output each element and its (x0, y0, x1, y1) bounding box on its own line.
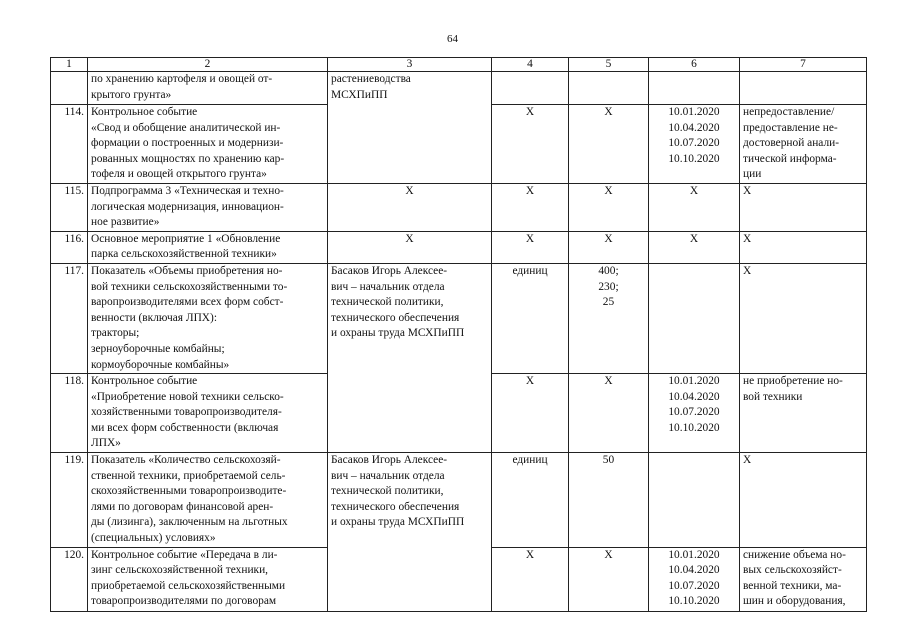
row-number: 116. (51, 231, 88, 263)
row-value: Х (569, 547, 649, 611)
table-row (51, 231, 867, 263)
table-row (51, 547, 867, 611)
row-description: Основное мероприятие 1 «Обновление парка сельскохозяйственной техники» (88, 231, 328, 263)
row-responsible: Басаков Игорь Алексее- вич – начальник отдела технической политики, технического обеспечения и охраны труда МСХПиПП (328, 453, 492, 548)
row-dates: Х (649, 183, 740, 231)
row-description: Показатель «Количество сельскохозяй- ственной техники, приобретаемой сель- скохозяйственными товаропроизводите- лями по договорам финансовой арен- ды (лизинга), заключенным на льготных (специальных) условиях» (88, 453, 328, 548)
row-unit: Х (492, 547, 569, 611)
row-responsible (328, 105, 492, 184)
table-row (51, 72, 867, 105)
row-description: Контрольное событие «Передача в ли- зинг сельскохозяйственной техники, приобретаемой сельскохозяйственными товаропроизводителями по договорам (88, 547, 328, 611)
row-responsible (328, 374, 492, 453)
row-description: Показатель «Объемы приобретения но- вой техники сельскохозяйственными то- варопроизводителями всех форм собст- венности (включая ЛПХ): тракторы; зерноуборочные комбайны; кормоуборочные комбайны» (88, 263, 328, 373)
column-header: 2 (88, 58, 328, 72)
row-unit: Х (492, 183, 569, 231)
row-value: 50 (569, 453, 649, 548)
row-number: 115. (51, 183, 88, 231)
row-dates (649, 263, 740, 373)
row-unit: единиц (492, 263, 569, 373)
row-risk: Х (740, 231, 867, 263)
row-unit: Х (492, 231, 569, 263)
row-responsible (328, 547, 492, 611)
row-responsible: Басаков Игорь Алексее- вич – начальник отдела технической политики, технического обеспечения и охраны труда МСХПиПП (328, 263, 492, 373)
column-header: 7 (740, 58, 867, 72)
row-number: 114. (51, 105, 88, 184)
row-dates: 10.01.2020 10.04.2020 10.07.2020 10.10.2020 (649, 547, 740, 611)
row-unit: Х (492, 105, 569, 184)
row-number: 120. (51, 547, 88, 611)
row-unit: единиц (492, 453, 569, 548)
row-number: 118. (51, 374, 88, 453)
row-description: Контрольное событие «Свод и обобщение аналитической ин- формации о построенных и модернизи- рованных мощностях по хранению кар- тофеля и овощей открытого грунта» (88, 105, 328, 184)
row-description: Контрольное событие «Приобретение новой техники сельско- хозяйственными товаропроизводителя- ми всех форм собственности (включая ЛПХ» (88, 374, 328, 453)
table-row (51, 374, 867, 453)
row-dates (649, 453, 740, 548)
row-risk: снижение объема но- вых сельскохозяйст- венной техники, ма- шин и оборудования, (740, 547, 867, 611)
row-unit: Х (492, 374, 569, 453)
column-header: 1 (51, 58, 88, 72)
row-dates: Х (649, 231, 740, 263)
row-value: Х (569, 374, 649, 453)
row-value (569, 72, 649, 105)
column-number-row (51, 58, 867, 72)
row-risk: Х (740, 263, 867, 373)
row-value: 400; 230; 25 (569, 263, 649, 373)
row-risk: Х (740, 183, 867, 231)
column-header: 6 (649, 58, 740, 72)
page-number: 64 (447, 33, 458, 45)
column-header: 5 (569, 58, 649, 72)
row-dates: 10.01.2020 10.04.2020 10.07.2020 10.10.2020 (649, 105, 740, 184)
table-row (51, 263, 867, 373)
row-value: Х (569, 183, 649, 231)
row-number (51, 72, 88, 105)
column-header: 3 (328, 58, 492, 72)
row-value: Х (569, 105, 649, 184)
row-value: Х (569, 231, 649, 263)
row-dates (649, 72, 740, 105)
row-dates: 10.01.2020 10.04.2020 10.07.2020 10.10.2020 (649, 374, 740, 453)
row-responsible: Х (328, 231, 492, 263)
plan-table (50, 57, 867, 612)
row-responsible: растениеводства МСХПиПП (328, 72, 492, 105)
row-risk: Х (740, 453, 867, 548)
row-risk: непредоставление/ предоставление не- достоверной анали- тической информа- ции (740, 105, 867, 184)
table-row (51, 183, 867, 231)
row-risk: не приобретение но- вой техники (740, 374, 867, 453)
table-row (51, 453, 867, 548)
table-row (51, 105, 867, 184)
row-number: 117. (51, 263, 88, 373)
row-responsible: Х (328, 183, 492, 231)
row-unit (492, 72, 569, 105)
row-number: 119. (51, 453, 88, 548)
column-header: 4 (492, 58, 569, 72)
row-description: Подпрограмма 3 «Техническая и техно- логическая модернизация, инновацион- ное развитие» (88, 183, 328, 231)
row-description: по хранению картофеля и овощей от- крытого грунта» (88, 72, 328, 105)
row-risk (740, 72, 867, 105)
